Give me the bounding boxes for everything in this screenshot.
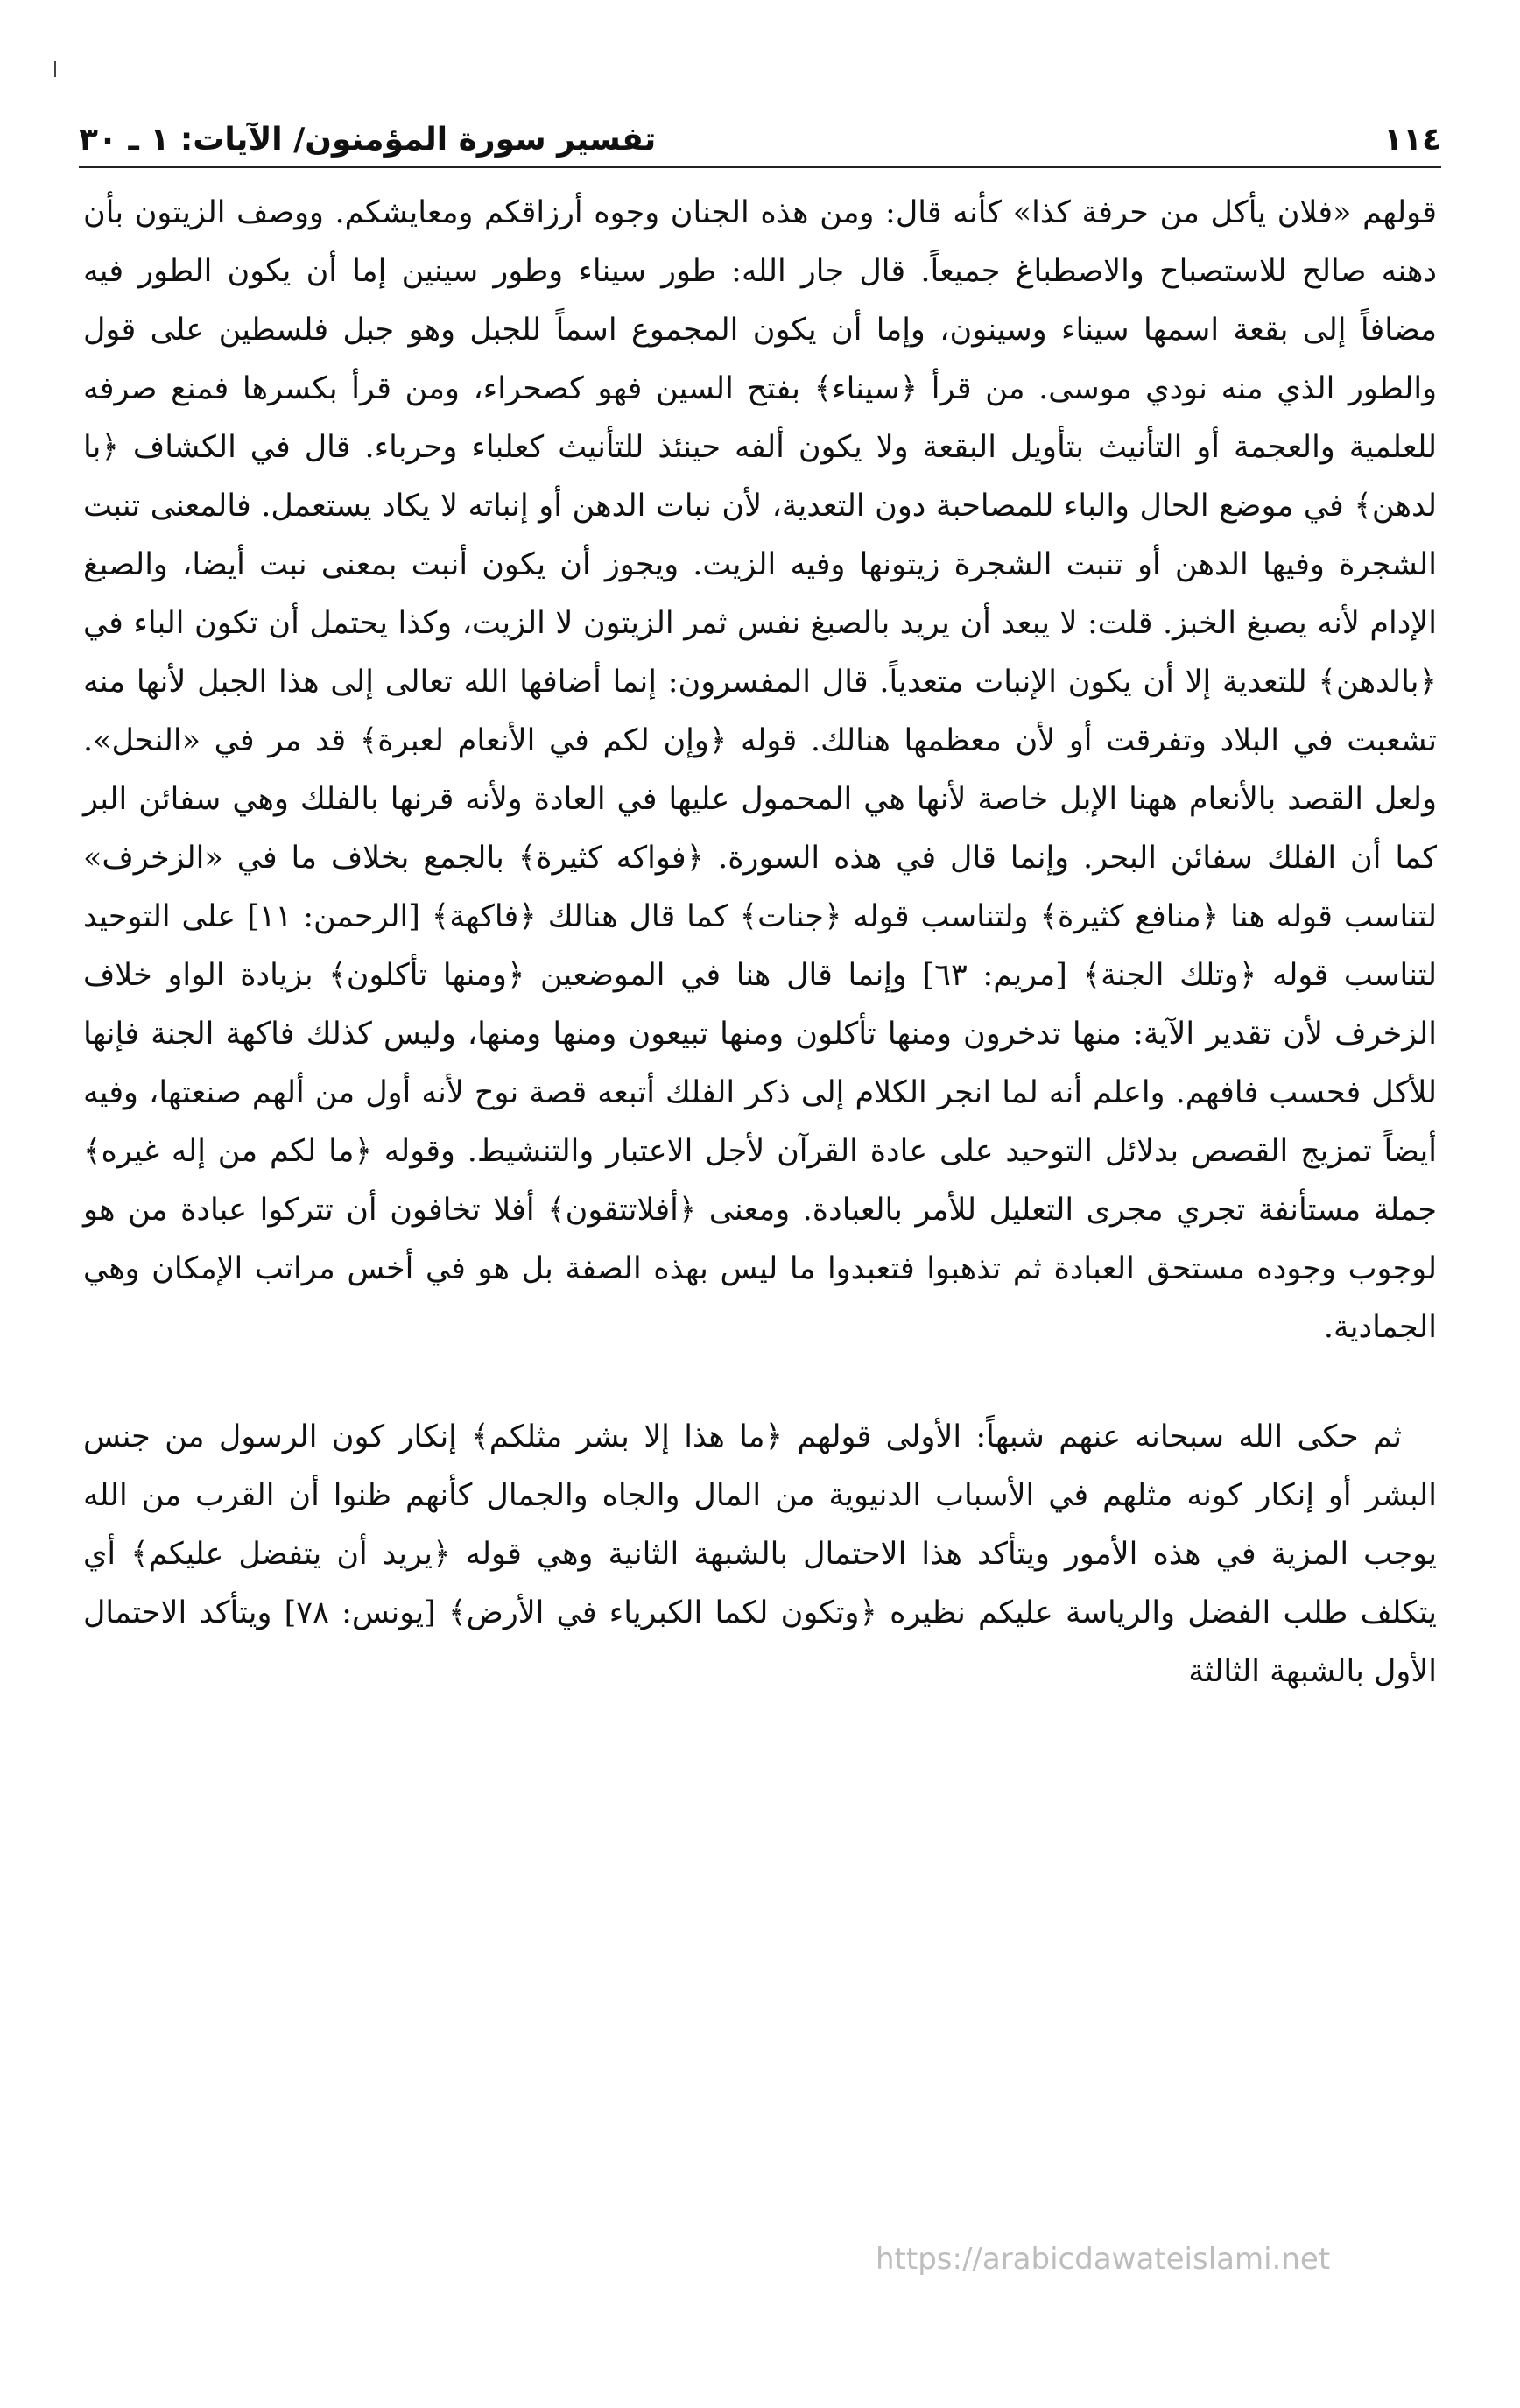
paragraph-1: قولهم «فلان يأكل من حرفة كذا» كأنه قال: ومن هذه الجنان وجوه أرزاقكم ومعايشكم. ووصف الزيتون بأن دهنه صالح للاستصباح والاصطباغ جميعاً. قال جار الله: طور سيناء وطور سينين إما أن يكون الطور فيه مضافاً إلى بقعة اسمها سيناء وسينون، وإما أن يكون المجموع اسماً للجبل وهو جبل فلسطين على قول والطور الذي منه نودي موسى. من قرأ ﴿سيناء﴾ بفتح السين فهو كصحراء، ومن قرأ بكسرها فمنع صرفه للعلمية والعجمة أو التأنيث بتأويل البقعة ولا يكون ألفه حينئذ للتأنيث كعلباء وحرباء. قال في الكشاف ﴿با لدهن﴾ في موضع الحال والباء للمصاحبة دون التعدية، لأن نبات الدهن أو إنباته لا يكاد يستعمل. فالمعنى تنبت الشجرة وفيها الدهن أو تنبت الشجرة زيتونها وفيه الزيت. ويجوز أن يكون أنبت بمعنى نبت أيضا، والصبغ الإدام لأنه يصبغ الخبز. قلت: لا يبعد أن يريد بالصبغ نفس ثمر الزيتون لا الزيت، وكذا يحتمل أن تكون الباء في ﴿بالدهن﴾ للتعدية إلا أن يكون الإنبات متعدياً. قال المفسرون: إنما أضافها الله تعالى إلى هذا الجبل لأنها منه تشعبت في البلاد وتفرقت أو لأن معظمها هنالك. قوله ﴿وإن لكم في الأنعام لعبرة﴾ قد مر في «النحل». ولعل القصد بالأنعام ههنا الإبل خاصة لأنها هي المحمول عليها في العادة ولأنه قرنها بالفلك وهي سفائن البر كما أن الفلك سفائن البحر. وإنما قال في هذه السورة. ﴿فواكه كثيرة﴾ بالجمع بخلاف ما في «الزخرف» لتناسب قوله هنا ﴿منافع كثيرة﴾ ولتناسب قوله ﴿جنات﴾ كما قال هنالك ﴿فاكهة﴾ [الرحمن: ١١] على التوحيد لتناسب قوله ﴿وتلك الجنة﴾ [مريم: ٦٣] وإنما قال هنا في الموضعين ﴿ومنها تأكلون﴾ بزيادة الواو خلاف الزخرف لأن تقدير الآية: منها تدخرون ومنها تأكلون ومنها تبيعون ومنها ومنها، وليس كذلك فاكهة الجنة فإنها للأكل فحسب فافهم. واعلم أنه لما انجر الكلام إلى ذكر الفلك أتبعه قصة نوح لأنه أول من ألهم صنعتها، وفيه أيضاً تمزيج القصص بدلائل التوحيد على عادة القرآن لأجل الاعتبار والتنشيط. وقوله ﴿ما لكم من إله غيره﴾ جملة مستأنفة تجري مجرى التعليل للأمر بالعبادة. ومعنى ﴿أفلاتتقون﴾ أفلا تخافون أن تتركوا عبادة من هو لوجوب وجوده مستحق العبادة ثم تذهبوا فتعبدوا ما ليس بهذه الصفة بل هو في أخس مراتب الإمكان وهي الجمادية.: [83, 195, 1437, 1345]
paragraph-2: ثم حكى الله سبحانه عنهم شبهاً: الأولى قولهم ﴿ما هذا إلا بشر مثلكم﴾ إنكار كون الرسول من جنس البشر أو إنكار كونه مثلهم في الأسباب الدنيوية من المال والجاه والجمال كأنهم ظنوا أن القرب من الله يوجب المزية في هذه الأمور ويتأكد هذا الاحتمال بالشبهة الثانية وهي قوله ﴿يريد أن يتفضل عليكم﴾ أي يتكلف طلب الفضل والرياسة عليكم نظيره ﴿وتكون لكما الكبرياء في الأرض﴾ [يونس: ٧٨] ويتأكد الاحتمال الأول بالشبهة الثالثة: [83, 1419, 1437, 1689]
page-number: ١١٤: [1383, 122, 1441, 158]
running-head: [79, 105, 1441, 168]
scan-mark: [54, 61, 56, 77]
watermark-url: https://arabicdawateislami.net: [876, 2242, 1331, 2277]
body-text: [83, 184, 1437, 1701]
paragraph-gap: [83, 1357, 1437, 1408]
running-title: تفسير سورة المؤمنون/ الآيات: ١ ـ ٣٠: [79, 122, 657, 158]
